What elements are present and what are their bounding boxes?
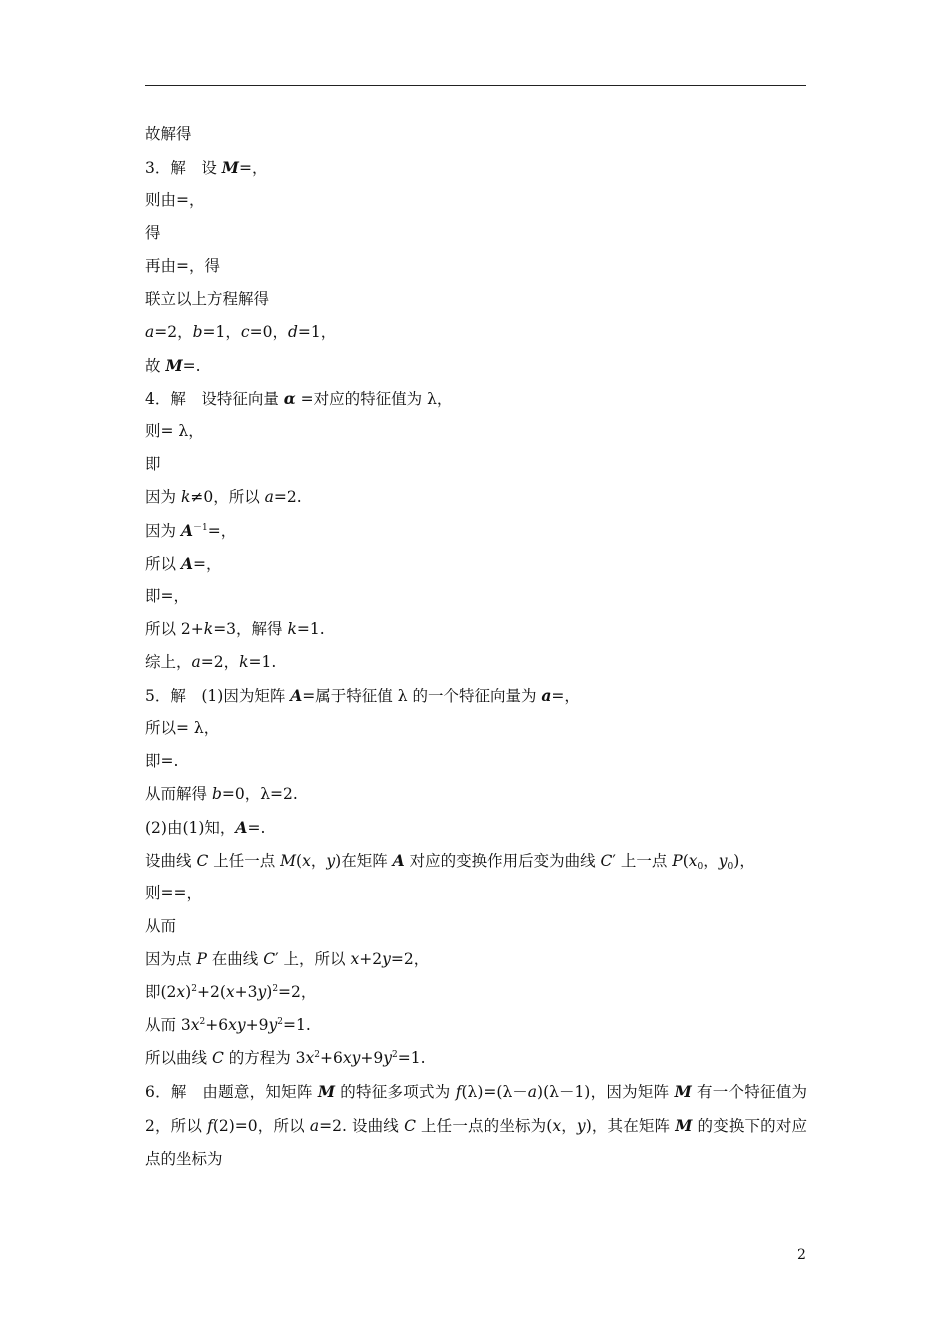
text-line: 因为 $A^{-1}=$， bbox=[145, 521, 237, 540]
header-rule bbox=[145, 85, 806, 86]
text-line: 从而 $3x^2+6xy+9y^2=1$. bbox=[145, 1016, 311, 1034]
text-line: 故解得 bbox=[145, 125, 192, 143]
text-line: a=2，b=1，c=0，d=1， bbox=[145, 323, 337, 341]
text-line: 所以= λ， bbox=[145, 719, 220, 737]
text-line: 得 bbox=[145, 224, 161, 242]
text-line: 从而 bbox=[145, 917, 177, 935]
text-line: 3．解 设 M=， bbox=[145, 158, 268, 177]
text-line: 即=， bbox=[145, 587, 189, 605]
text-line: 所以 A=， bbox=[145, 554, 222, 573]
text-line: 4．解 设特征向量 α =对应的特征值为 λ， bbox=[145, 389, 453, 408]
page-number: 2 bbox=[797, 1247, 806, 1263]
text-line: 则由=， bbox=[145, 191, 205, 209]
document-body bbox=[145, 118, 809, 1176]
text-line: 5．解 (1)因为矩阵 A=属于特征值 λ 的一个特征向量为 a=， bbox=[145, 686, 580, 705]
text-line: 再由=，得 bbox=[145, 257, 220, 275]
text-line: 故 M=. bbox=[145, 356, 201, 375]
text-line: 即=. bbox=[145, 752, 179, 770]
text-line: 则= λ， bbox=[145, 422, 204, 440]
text-line: 从而解得 b=0，λ=2. bbox=[145, 785, 298, 803]
text-line: 即$(2x)^2+2(x+3y)^2=2$， bbox=[145, 983, 317, 1001]
text-line: 因为 k≠0，所以 a=2. bbox=[145, 488, 302, 506]
text-line: 联立以上方程解得 bbox=[145, 290, 270, 308]
text-line: 所以曲线 C 的方程为 $3x^2+6xy+9y^2=1$. bbox=[145, 1049, 426, 1067]
text-line: 综上，a=2，k=1. bbox=[145, 653, 277, 671]
text-line: 设曲线 C 上任一点 M(x，y)在矩阵 A 对应的变换作用后变为曲线 C′ 上一点 $P(x_0$，$y_0$)， bbox=[145, 851, 755, 872]
text-line: 因为点 P 在曲线 C′ 上，所以 x+2y=2， bbox=[145, 950, 430, 968]
text-line: 所以 2+k=3，解得 k=1. bbox=[145, 620, 325, 638]
text-line: 即 bbox=[145, 455, 161, 473]
text-line: (2)由(1)知，A=. bbox=[145, 818, 266, 837]
solution-paragraph-6: 6．解 由题意，知矩阵 M 的特征多项式为 f(λ)=(λ－a)(λ－1)，因为矩阵 M 有一个特征值为 2，所以 f(2)=0，所以 a=2. 设曲线 C 上任一点的坐标为(x，y)，其在矩阵 M 的变换下的对应点的坐标为 bbox=[145, 1082, 807, 1168]
text-line: 则==， bbox=[145, 884, 202, 902]
